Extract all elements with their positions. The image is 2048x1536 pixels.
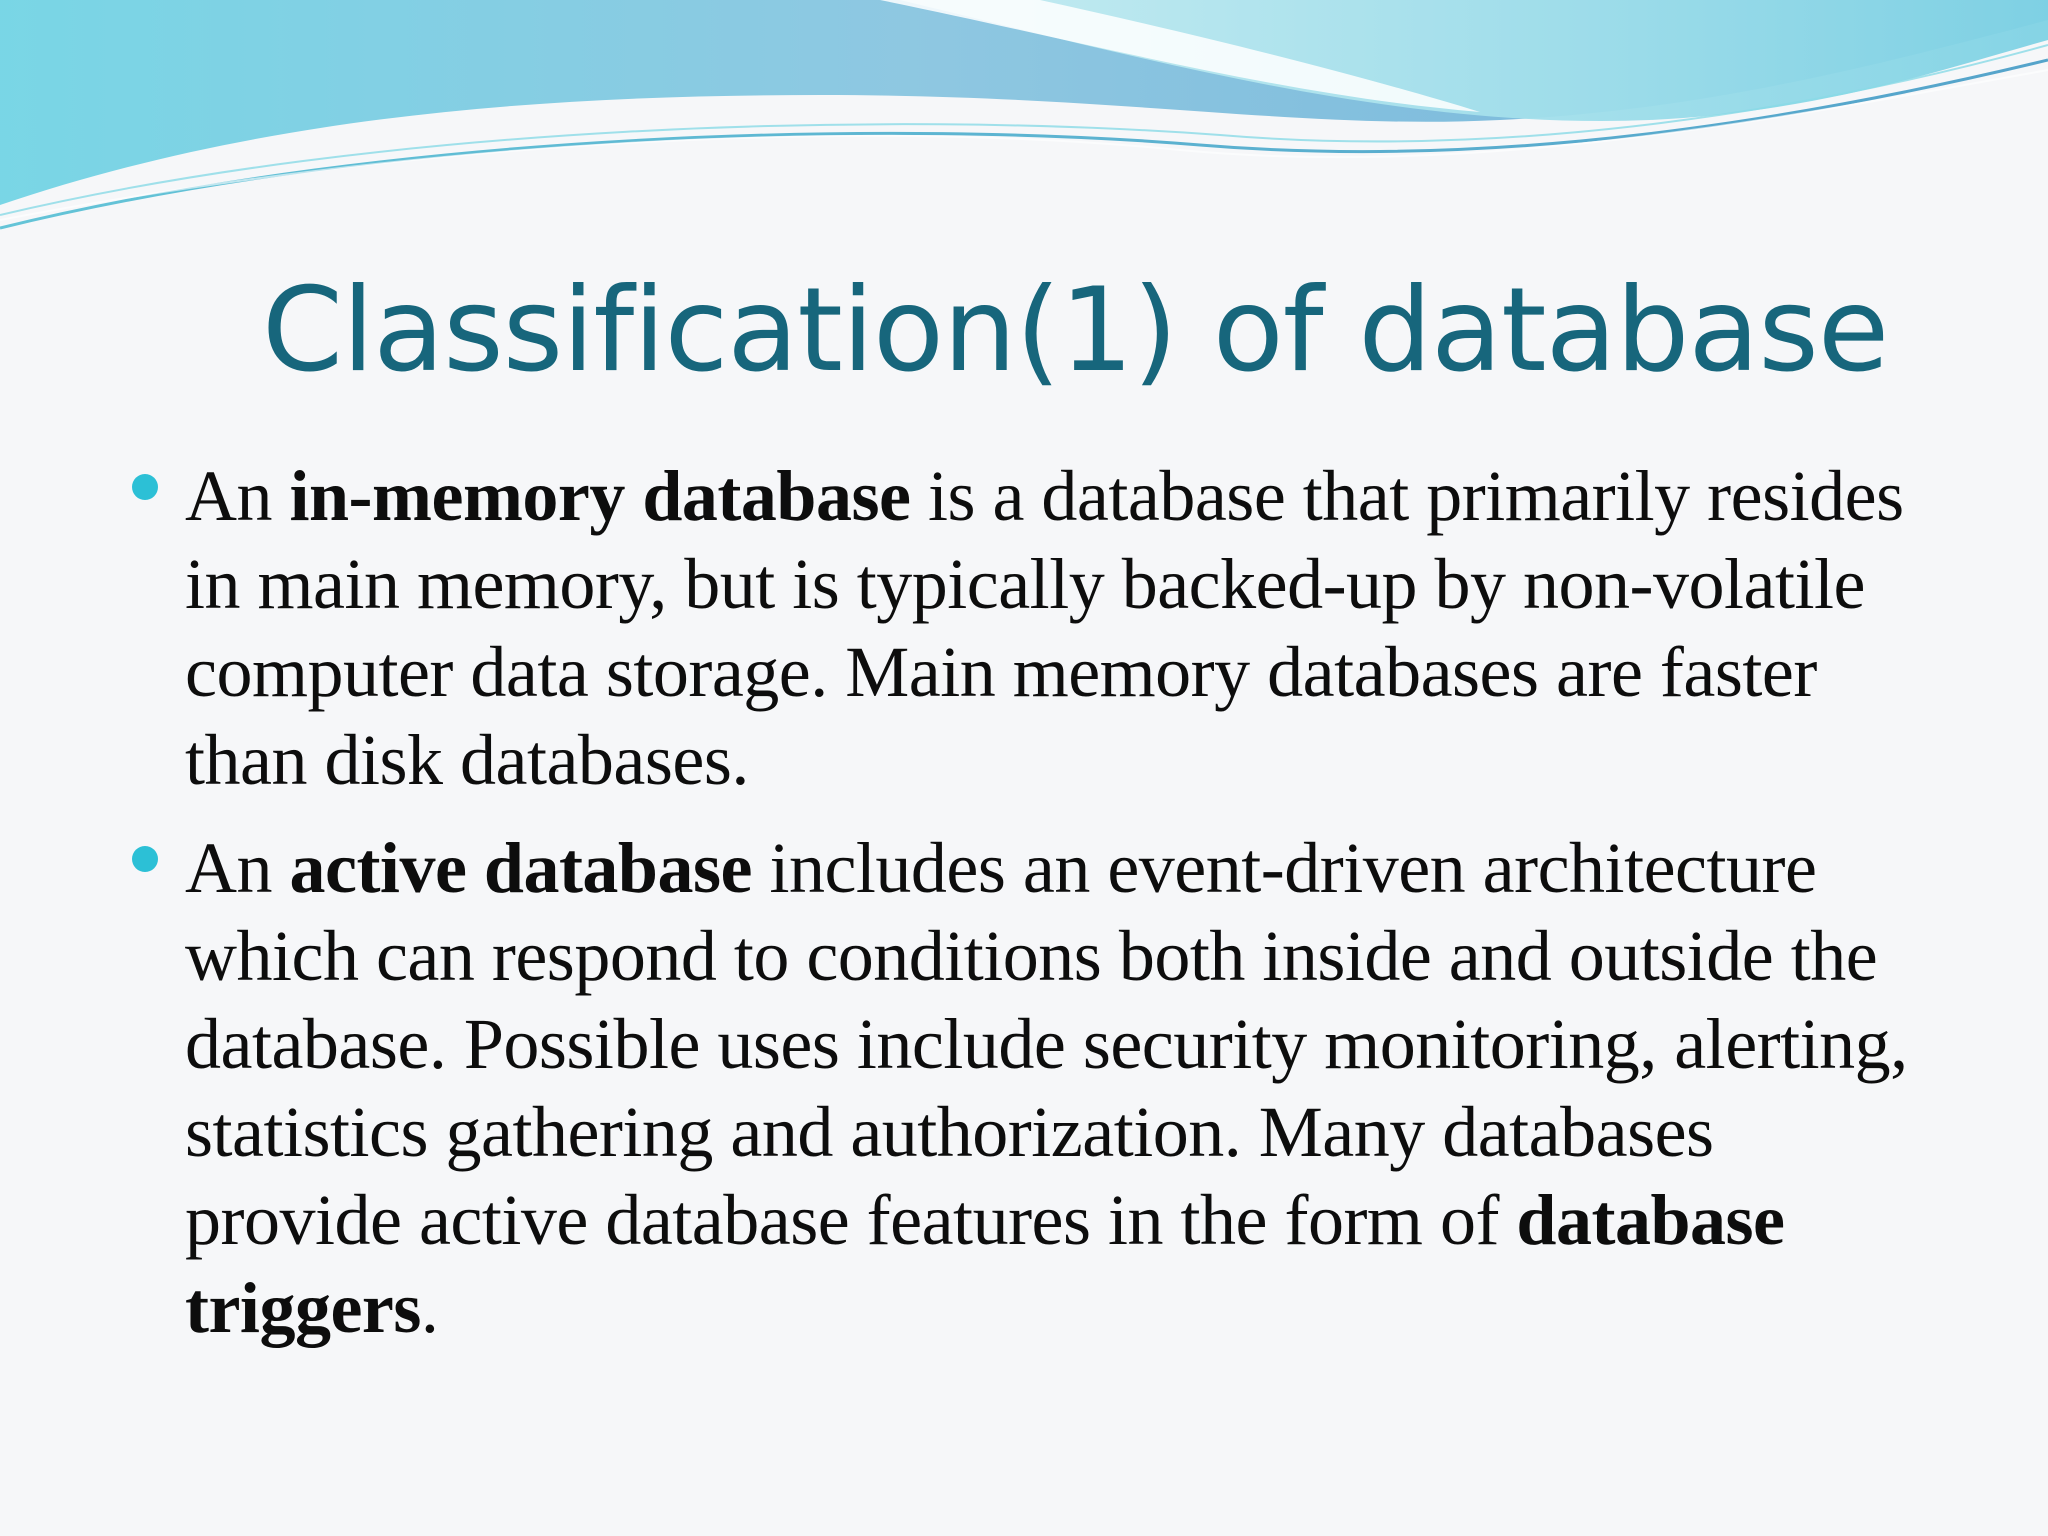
bullet-dot-icon xyxy=(132,474,158,500)
bullet-text-pre: An xyxy=(185,456,290,536)
bullet-text xyxy=(185,452,1945,804)
bullet-text-end: . xyxy=(420,1268,439,1348)
bullet-dot-icon xyxy=(132,846,158,872)
bullet-term-database-triggers: database triggers xyxy=(185,1180,1785,1348)
bullet-term-in-memory-database: in-memory database xyxy=(289,456,911,536)
bullet-text-post: is a database that primarily resides in main memory, but is typically backed-up by non-volatile computer data storage. Main memory databases are faster than disk databases. xyxy=(185,456,1904,800)
bullet-text xyxy=(185,824,1945,1352)
slide-title: Classification(1) of database xyxy=(262,263,1889,398)
bullet-text-post: includes an event-driven architecture which can respond to conditions both inside and outside the database. Possible uses include security monitoring, alerting, statistics gathering and authorization. Many databases provide active database features in the form of xyxy=(185,828,1908,1260)
bullet-text-pre: An xyxy=(185,828,290,908)
wave-header-decoration xyxy=(0,0,2048,240)
bullet-term-active-database: active database xyxy=(289,828,752,908)
